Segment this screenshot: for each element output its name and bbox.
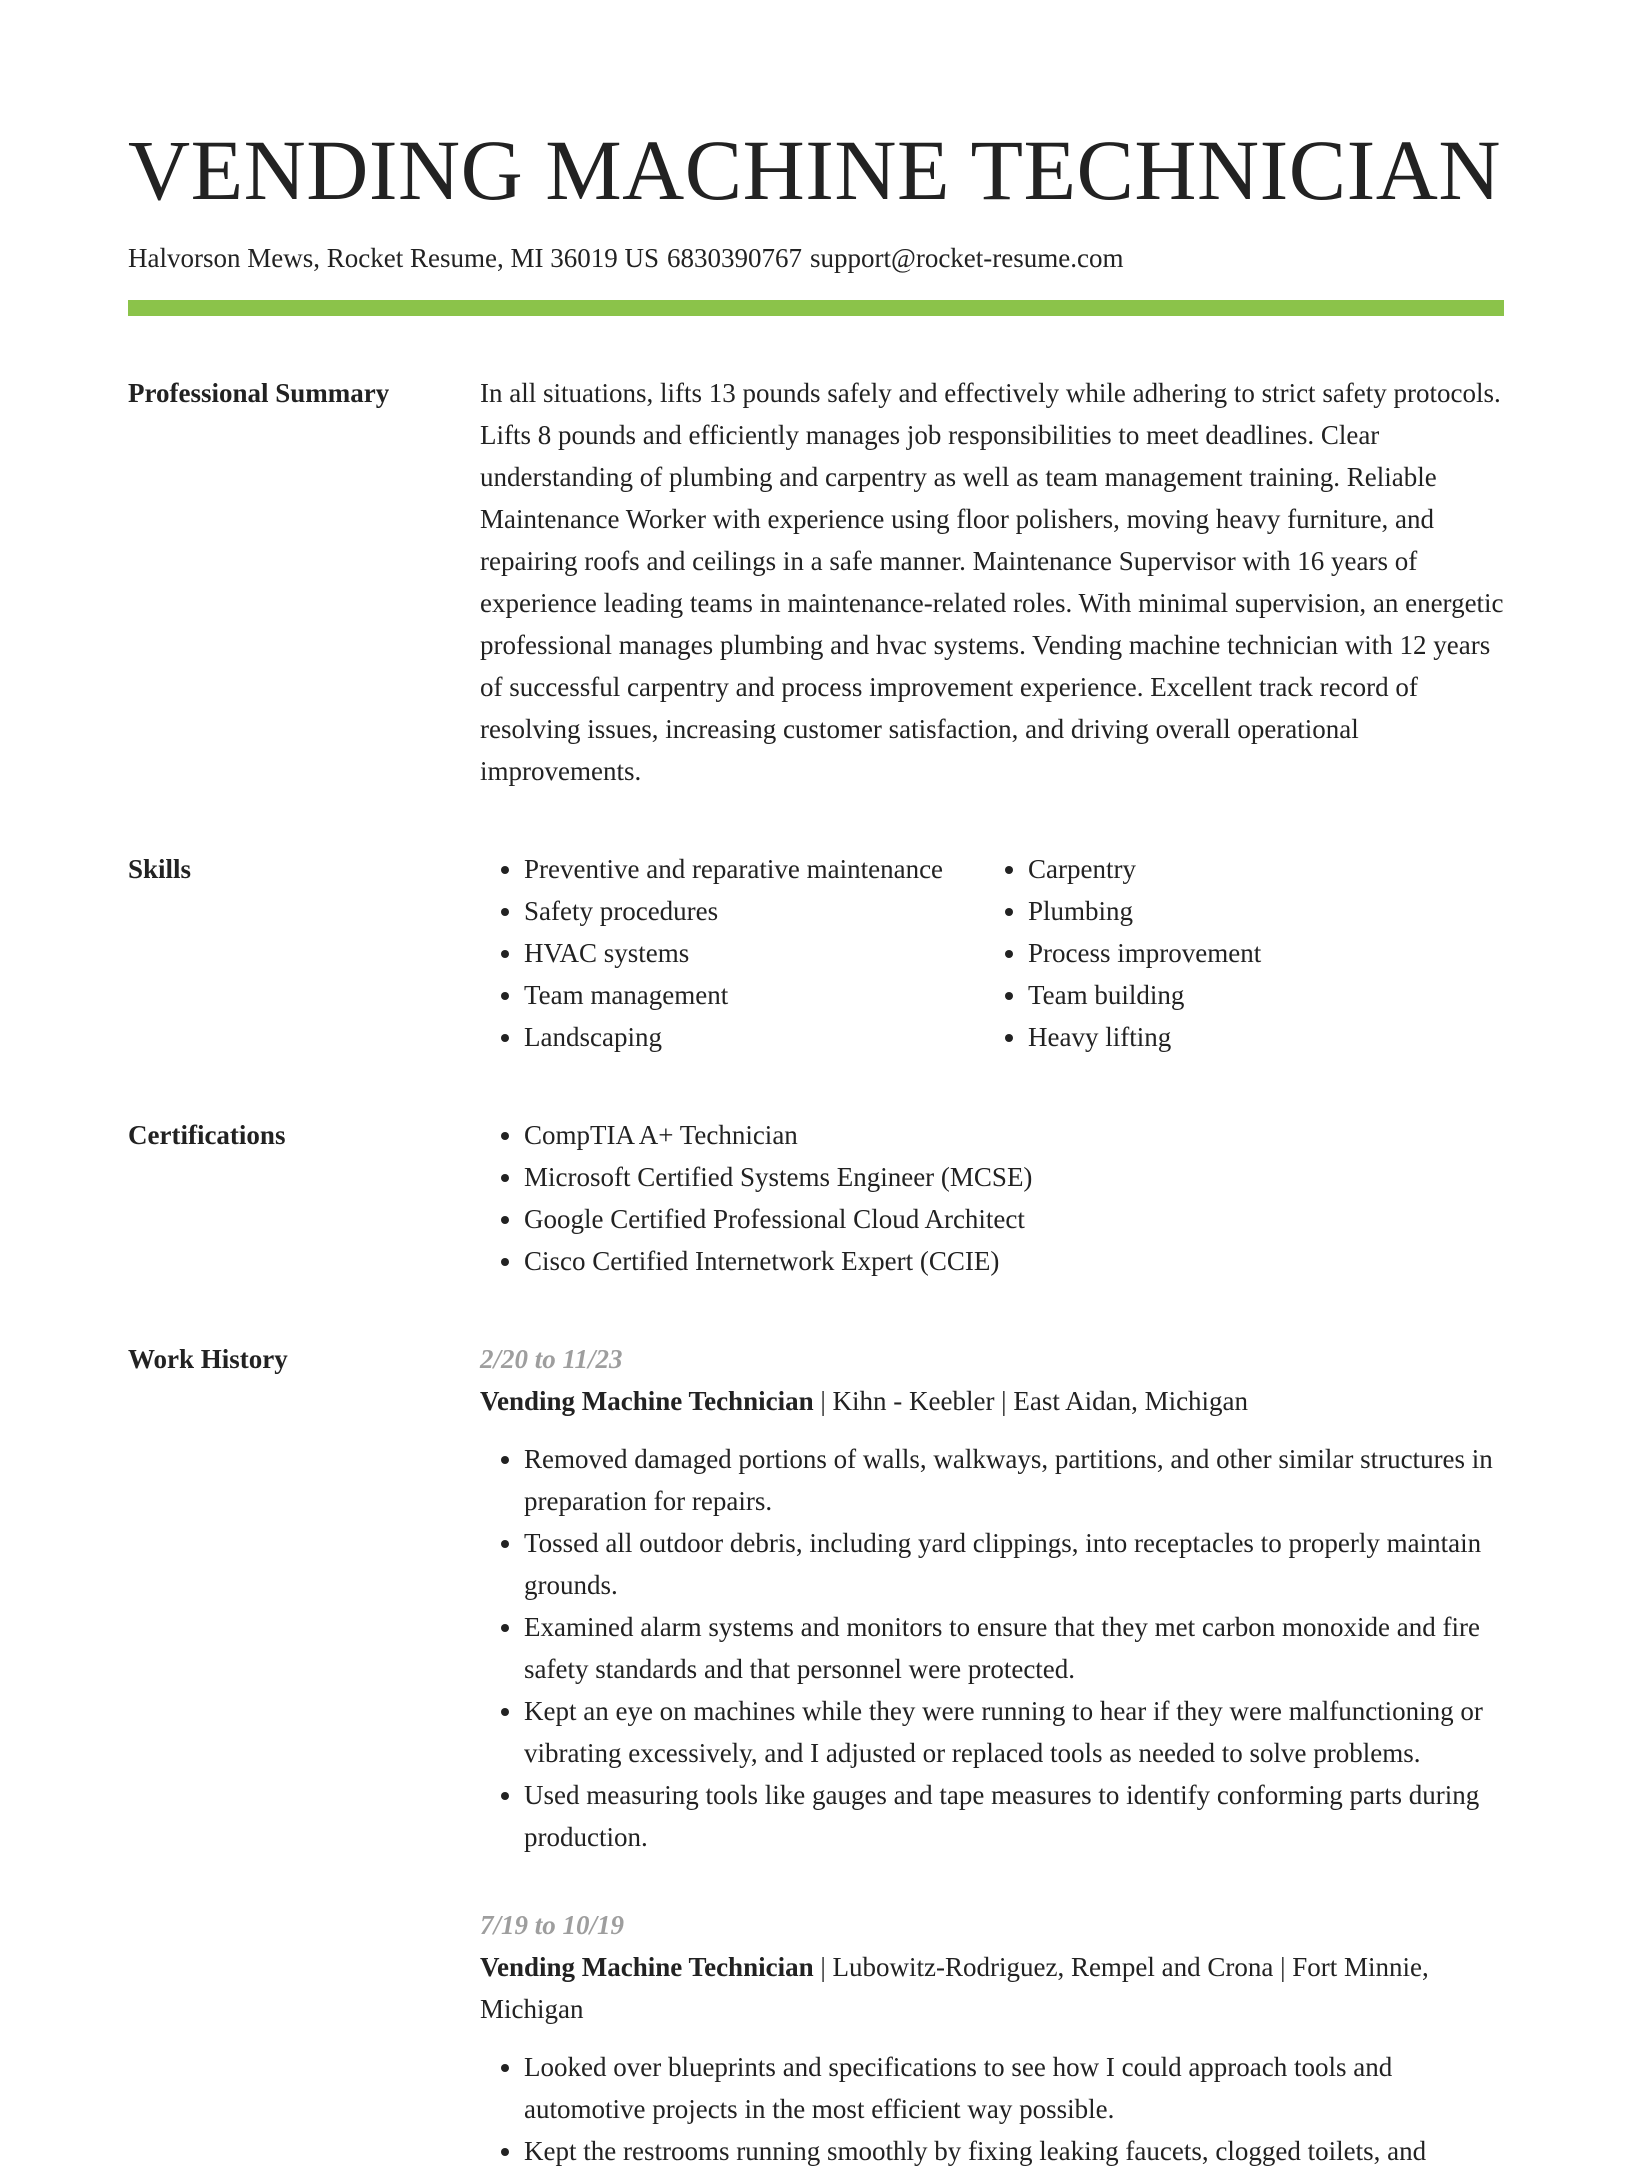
job-bullets xyxy=(480,2046,1504,2172)
contact-phone: 6830390767 xyxy=(666,243,802,273)
skill-item: • Heavy lifting xyxy=(1028,1016,1504,1058)
skills-list-left xyxy=(480,848,984,1058)
job-bullet: • Kept the restrooms running smoothly by fixing leaking faucets, clogged toilets, and xyxy=(524,2130,1504,2172)
job-entry xyxy=(480,1338,1504,1858)
skills-heading: Skills xyxy=(128,854,192,884)
certification-item: • Google Certified Professional Cloud Architect xyxy=(524,1198,1504,1240)
work-history-section xyxy=(128,1338,1504,2172)
skill-item: • Process improvement xyxy=(1028,932,1504,974)
skill-item: • HVAC systems xyxy=(524,932,984,974)
job-title: Vending Machine Technician xyxy=(480,1386,814,1416)
job-bullet: • Examined alarm systems and monitors to ensure that they met carbon monoxide and fire safety standards and that personnel were protected. xyxy=(524,1606,1504,1690)
job-details: | Lubowitz-Rodriguez, Rempel and Crona | Fort Minnie, Michigan xyxy=(480,1952,1429,2024)
job-entry xyxy=(480,1904,1504,2172)
resume-page xyxy=(128,0,1504,2172)
job-details: | Kihn - Keebler | East Aidan, Michigan xyxy=(813,1386,1249,1416)
certifications-list xyxy=(480,1114,1504,1282)
certification-item: • Cisco Certified Internetwork Expert (CCIE) xyxy=(524,1240,1504,1282)
contact-line xyxy=(128,240,1504,276)
certification-item: • CompTIA A+ Technician xyxy=(524,1114,1504,1156)
resume-name: VENDING MACHINE TECHNICIAN xyxy=(128,122,1501,218)
work-history-heading: Work History xyxy=(128,1344,288,1374)
summary-heading: Professional Summary xyxy=(128,378,390,408)
job-title: Vending Machine Technician xyxy=(480,1952,814,1982)
skill-item: • Plumbing xyxy=(1028,890,1504,932)
skill-item: • Safety procedures xyxy=(524,890,984,932)
job-bullet: • Removed damaged portions of walls, walkways, partitions, and other similar structures in preparation for repairs. xyxy=(524,1438,1504,1522)
job-header xyxy=(480,1946,1504,2030)
job-dates: 2/20 to 11/23 xyxy=(480,1344,623,1374)
summary-text: In all situations, lifts 13 pounds safely and effectively while adhering to strict safety protocols. Lifts 8 pounds and efficiently manages job responsibilities to meet deadlines. Clear understanding of plumbing and carpentry as well as team management training. Reliable Maintenance Worker with experience using floor polishers, moving heavy furniture, and repairing roofs and ceilings in a safe manner. Maintenance Supervisor with 16 years of experience leading teams in maintenance-related roles. With minimal supervision, an energetic professional manages plumbing and hvac systems. Vending machine technician with 12 years of successful carpentry and process improvement experience. Excellent track record of resolving issues, increasing customer satisfaction, and driving overall operational improvements. xyxy=(480,378,1504,786)
certifications-heading: Certifications xyxy=(128,1120,286,1150)
job-bullet: • Tossed all outdoor debris, including yard clippings, into receptacles to properly maintain grounds. xyxy=(524,1522,1504,1606)
skill-item: • Landscaping xyxy=(524,1016,984,1058)
certification-item: • Microsoft Certified Systems Engineer (MCSE) xyxy=(524,1156,1504,1198)
job-bullet: • Used measuring tools like gauges and tape measures to identify conforming parts during production. xyxy=(524,1774,1504,1858)
job-header xyxy=(480,1380,1504,1422)
job-bullet: • Looked over blueprints and specifications to see how I could approach tools and automotive projects in the most efficient way possible. xyxy=(524,2046,1504,2130)
job-bullet: • Kept an eye on machines while they were running to hear if they were malfunctioning or vibrating excessively, and I adjusted or replaced tools as needed to solve problems. xyxy=(524,1690,1504,1774)
contact-address: Halvorson Mews, Rocket Resume, MI 36019 US xyxy=(128,243,659,273)
skill-item: • Carpentry xyxy=(1028,848,1504,890)
contact-email[interactable]: support@rocket-resume.com xyxy=(809,243,1124,273)
skill-item: • Preventive and reparative maintenance xyxy=(524,848,984,890)
skills-section xyxy=(128,848,1504,1058)
summary-section xyxy=(128,372,1504,792)
header-divider xyxy=(128,300,1504,316)
job-bullets xyxy=(480,1438,1504,1858)
skills-list-right xyxy=(984,848,1504,1058)
skill-item: • Team management xyxy=(524,974,984,1016)
certifications-section xyxy=(128,1114,1504,1282)
skill-item: • Team building xyxy=(1028,974,1504,1016)
job-dates: 7/19 to 10/19 xyxy=(480,1910,625,1940)
